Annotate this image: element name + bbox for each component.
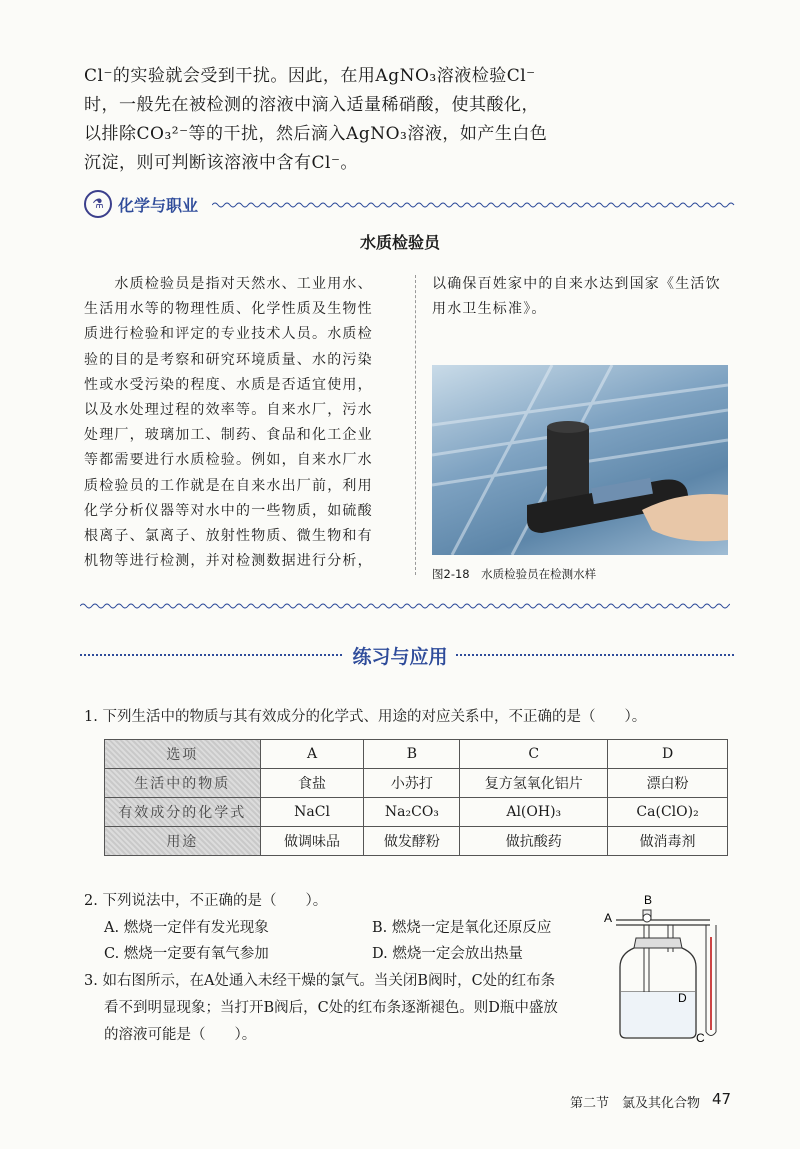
column-divider <box>415 275 416 575</box>
question-1: 1. 下列生活中的物质与其有效成分的化学式、用途的对应关系中，不正确的是（ ）。 <box>84 709 647 725</box>
wavy-divider-bottom <box>80 601 730 611</box>
table-cell: 有效成分的化学式 <box>105 798 261 827</box>
options-table <box>104 739 728 856</box>
table-header-cell: B <box>364 740 460 769</box>
table-cell: 做调味品 <box>260 827 364 856</box>
question-3-line: 3. 如右图所示，在A处通入未经干燥的氯气。当关闭B阀时，C处的红布条 <box>84 973 556 989</box>
photo-illustration <box>432 365 728 555</box>
table-cell: 复方氢氧化铝片 <box>460 769 608 798</box>
water-inspector-photo <box>432 365 728 555</box>
table-header-cell: D <box>608 740 728 769</box>
table-cell: 做抗酸药 <box>460 827 608 856</box>
table-cell: 用途 <box>105 827 261 856</box>
article-line: 机物等进行检测，并对检测数据进行分析， <box>84 553 373 570</box>
q2-option-c: C. 燃烧一定要有氧气参加 <box>104 946 269 962</box>
article-line: 化学分析仪器等对水中的一些物质，如硫酸 <box>84 502 373 519</box>
q2-option-d: D. 燃烧一定会放出热量 <box>372 946 523 962</box>
q2-option-a: A. 燃烧一定伴有发光现象 <box>104 920 269 936</box>
table-header-cell: A <box>260 740 364 769</box>
table-row <box>105 769 728 798</box>
article-right-column <box>432 272 742 322</box>
footer-section: 第二节 氯及其化合物 <box>570 1096 701 1111</box>
practice-heading <box>0 642 800 669</box>
section-header <box>84 190 198 218</box>
label-d: D <box>678 991 687 1005</box>
table-header-cell: 选项 <box>105 740 261 769</box>
table-row <box>105 740 728 769</box>
article-line: 等都需要进行水质检验。例如，自来水厂水 <box>84 452 373 469</box>
table-cell: 食盐 <box>260 769 364 798</box>
apparatus-diagram <box>598 892 738 1047</box>
table-cell: 漂白粉 <box>608 769 728 798</box>
article-line: 以及水处理过程的效率等。自来水厂，污水 <box>84 402 373 419</box>
article-line: 用水卫生标准》。 <box>432 301 547 318</box>
page-number: 47 <box>712 1090 732 1108</box>
label-a: A <box>604 911 613 925</box>
table-cell: Al(OH)₃ <box>460 798 608 827</box>
question-3-line: 的溶液可能是（ ）。 <box>104 1027 257 1043</box>
article-line: 质检验员的工作就是在自来水出厂前，利用 <box>84 477 373 494</box>
article-line: 水质检验员是指对天然水、工业用水、 <box>84 276 373 292</box>
table-cell: 小苏打 <box>364 769 460 798</box>
table-header-cell: C <box>460 740 608 769</box>
intro-line: 时，一般先在被检测的溶液中滴入适量稀硝酸，使其酸化， <box>84 95 539 115</box>
figure-caption: 图2-18 水质检验员在检测水样 <box>432 567 597 581</box>
question-3-line: 看不到明显现象；当打开B阀后，C处的红布条逐渐褪色。则D瓶中盛放 <box>104 1000 558 1016</box>
article-line: 验的目的是考察和研究环境质量、水的污染 <box>84 351 373 368</box>
article-line: 质进行检验和评定的专业技术人员。水质检 <box>84 326 373 343</box>
label-b: B <box>644 893 653 907</box>
table-cell: 做消毒剂 <box>608 827 728 856</box>
article-left-column <box>84 272 404 574</box>
section-title: 化学与职业 <box>118 195 199 215</box>
table-row <box>105 798 728 827</box>
table-cell: Na₂CO₃ <box>364 798 460 827</box>
article-line: 处理厂，玻璃加工、制药、食品和化工企业 <box>84 427 373 444</box>
intro-line: 以排除CO₃²⁻等的干扰，然后滴入AgNO₃溶液，如产生白色 <box>84 124 548 144</box>
wavy-divider <box>212 200 748 210</box>
q2-option-b: B. 燃烧一定是氧化还原反应 <box>372 920 552 936</box>
article-line: 性或水受污染的程度、水质是否适宜使用， <box>84 376 373 393</box>
article-line: 以确保百姓家中的自来水达到国家《生活饮 <box>432 276 721 292</box>
table-row <box>105 827 728 856</box>
intro-line: Cl⁻的实验就会受到干扰。因此，在用AgNO₃溶液检验Cl⁻ <box>84 66 536 86</box>
article-title: 水质检验员 <box>359 233 440 252</box>
table-cell: 做发酵粉 <box>364 827 460 856</box>
label-c: C <box>696 1031 705 1045</box>
article-line: 根离子、氯离子、放射性物质、微生物和有 <box>84 528 373 545</box>
question-2: 2. 下列说法中，不正确的是（ ）。 <box>84 893 328 909</box>
chemistry-career-icon: ⚗ <box>84 190 112 218</box>
article-line: 生活用水等的物理性质、化学性质及生物性 <box>84 301 373 318</box>
practice-title: 练习与应用 <box>344 646 455 668</box>
table-cell: 生活中的物质 <box>105 769 261 798</box>
intro-paragraph <box>84 62 724 178</box>
table-cell: Ca(ClO)₂ <box>608 798 728 827</box>
intro-line: 沉淀，则可判断该溶液中含有Cl⁻。 <box>84 153 358 173</box>
table-cell: NaCl <box>260 798 364 827</box>
